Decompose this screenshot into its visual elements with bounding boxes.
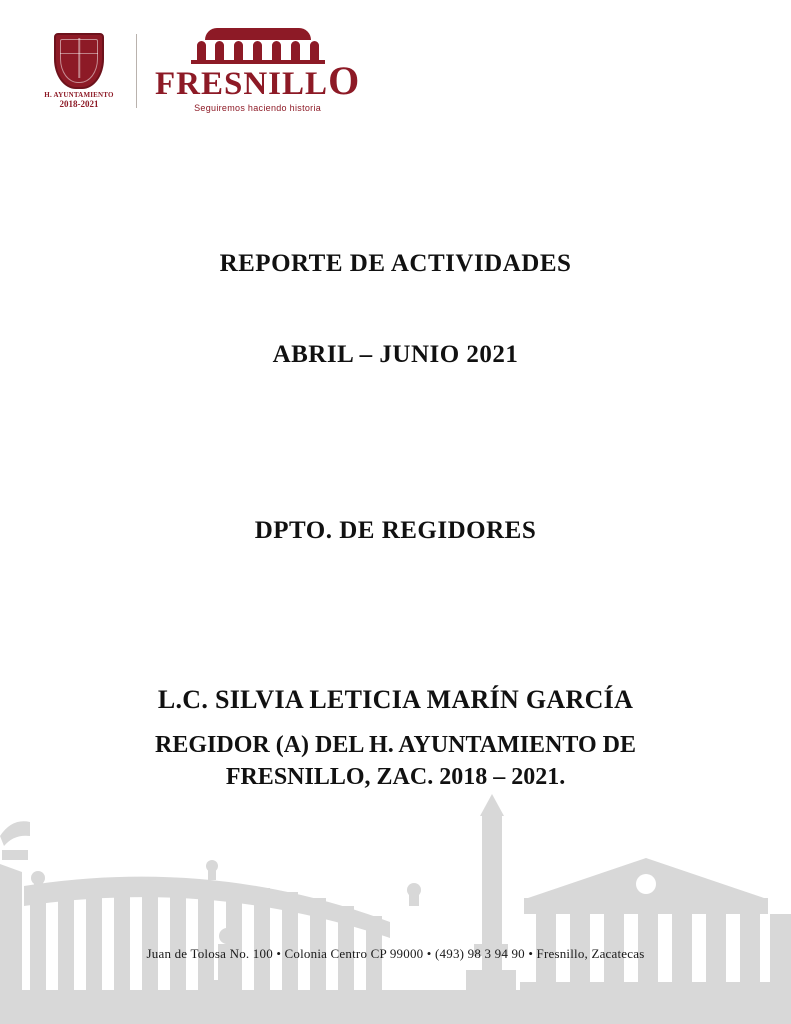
- building-base: [191, 60, 325, 64]
- building-arches: [197, 40, 319, 60]
- building-arch: [291, 41, 300, 60]
- building-arch: [215, 41, 224, 60]
- brand-wordmark-main: FRESNILL: [155, 66, 329, 102]
- document-title-block: [0, 250, 791, 794]
- colonnade-building-icon: [189, 28, 327, 64]
- building-arch: [234, 41, 243, 60]
- document-header: [40, 28, 360, 113]
- brand-wordmark: [155, 58, 361, 103]
- coat-of-arms-shield-icon: [54, 33, 104, 89]
- document-department: DPTO. DE REGIDORES: [254, 517, 537, 544]
- crest-years: 2018-2021: [59, 98, 99, 109]
- fresnillo-brand-logo: [155, 28, 360, 113]
- building-roof: [205, 28, 311, 40]
- footer-address: Juan de Tolosa No. 100 • Colonia Centro CP 99000 • (493) 98 3 94 90 • Fresnillo, Zacatecas: [146, 946, 645, 961]
- person-role: [0, 729, 791, 794]
- crest-inner-border: [60, 39, 98, 83]
- building-arch: [310, 41, 319, 60]
- municipal-crest: [40, 33, 118, 109]
- building-arch: [253, 41, 262, 60]
- document-period: ABRIL – JUNIO 2021: [272, 341, 519, 368]
- header-divider: [136, 34, 137, 108]
- crest-caption: H. AYUNTAMIENTO: [44, 90, 114, 99]
- building-arch: [197, 41, 206, 60]
- document-title: REPORTE DE ACTIVIDADES: [219, 250, 572, 277]
- spacer: [0, 278, 791, 341]
- person-name: L.C. SILVIA LETICIA MARÍN GARCÍA: [157, 685, 634, 714]
- building-arch: [272, 41, 281, 60]
- spacer: [0, 545, 791, 685]
- spacer: [0, 369, 791, 517]
- brand-wordmark-last-letter: O: [328, 58, 361, 103]
- person-role-line-2: FRESNILLO, ZAC. 2018 – 2021.: [225, 764, 566, 791]
- city-skyline-silhouette-icon: [0, 794, 791, 1024]
- brand-tagline: Seguiremos haciendo historia: [194, 103, 322, 113]
- person-role-line-1: REGIDOR (A) DEL H. AYUNTAMIENTO DE: [155, 732, 636, 758]
